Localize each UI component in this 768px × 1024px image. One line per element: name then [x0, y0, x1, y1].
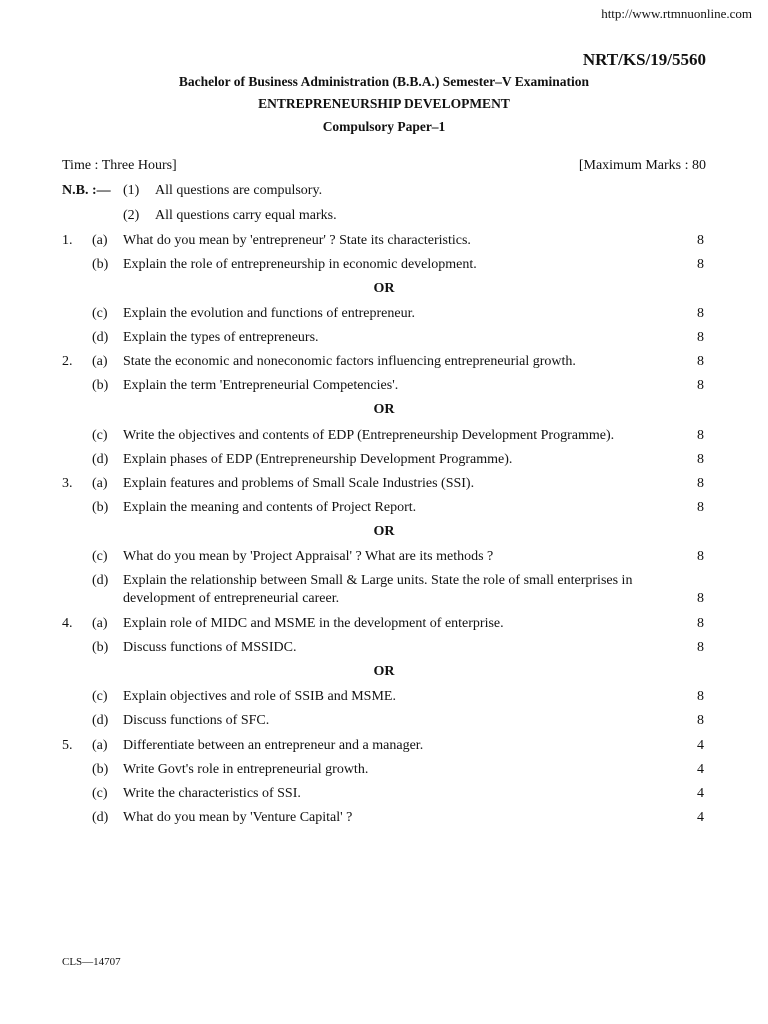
subject-title: ENTREPRENEURSHIP DEVELOPMENT — [258, 96, 510, 111]
question-text: Discuss functions of MSSIDC. — [123, 640, 297, 655]
question-marks: 8 — [697, 428, 704, 443]
sub-label: (d) — [92, 330, 109, 345]
question-text: Explain features and problems of Small Scale Industries (SSI). — [123, 476, 475, 491]
question-marks: 8 — [697, 689, 704, 704]
sub-label: (c) — [92, 428, 108, 443]
question-marks: 4 — [697, 810, 704, 825]
question-text: Explain the relationship between Small & Large units. State the role of small enterprises in — [123, 573, 633, 588]
question-text: Write the characteristics of SSI. — [123, 786, 301, 801]
question-text-continued: development of entrepreneurial career. — [123, 591, 340, 606]
paper-code: NRT/KS/19/5560 — [582, 50, 706, 69]
maximum-marks: [Maximum Marks : 80 — [578, 158, 706, 173]
question-marks: 8 — [697, 257, 704, 272]
sub-label: (a) — [92, 616, 108, 631]
question-marks: 8 — [697, 591, 704, 606]
exam-title: Bachelor of Business Administration (B.B.A.) Semester–V Examination — [178, 74, 590, 89]
sub-label: (a) — [92, 738, 108, 753]
or-separator: OR — [373, 524, 395, 539]
note-text: All questions are compulsory. — [155, 183, 323, 198]
sub-label: (c) — [92, 689, 108, 704]
question-text: Write the objectives and contents of EDP (Entrepreneurship Development Programme). — [123, 428, 615, 443]
or-separator: OR — [373, 402, 395, 417]
question-marks: 8 — [697, 233, 704, 248]
or-separator: OR — [373, 281, 395, 296]
question-number: 1. — [62, 233, 73, 248]
question-number: 2. — [62, 354, 73, 369]
question-text: Explain the types of entrepreneurs. — [123, 330, 319, 345]
sub-label: (b) — [92, 257, 109, 272]
sub-label: (d) — [92, 713, 109, 728]
question-text: Explain the meaning and contents of Project Report. — [123, 500, 417, 515]
question-marks: 8 — [697, 306, 704, 321]
sub-label: (a) — [92, 476, 108, 491]
note-index: (1) — [123, 183, 140, 198]
question-text: Explain role of MIDC and MSME in the development of enterprise. — [123, 616, 504, 631]
question-text: Explain phases of EDP (Entrepreneurship Development Programme). — [123, 452, 513, 467]
question-text: What do you mean by 'entrepreneur' ? State its characteristics. — [123, 233, 471, 248]
sub-label: (b) — [92, 378, 109, 393]
sub-label: (c) — [92, 549, 108, 564]
sub-label: (b) — [92, 762, 109, 777]
sub-label: (b) — [92, 500, 109, 515]
sub-label: (d) — [92, 810, 109, 825]
question-text: State the economic and noneconomic factors influencing entrepreneurial growth. — [123, 354, 576, 369]
sub-label: (d) — [92, 452, 109, 467]
question-marks: 8 — [697, 452, 704, 467]
time-allowed: Time : Three Hours] — [62, 158, 177, 173]
question-marks: 4 — [697, 786, 704, 801]
question-text: Explain the term 'Entrepreneurial Competencies'. — [123, 378, 399, 393]
note-index: (2) — [123, 208, 140, 223]
note-text: All questions carry equal marks. — [155, 208, 337, 223]
source-url: http://www.rtmnuonline.com — [601, 6, 752, 21]
question-text: Explain objectives and role of SSIB and MSME. — [123, 689, 396, 704]
nb-label: N.B. :— — [62, 183, 111, 198]
sub-label: (a) — [92, 233, 108, 248]
question-text: Explain the role of entrepreneurship in economic development. — [123, 257, 477, 272]
question-number: 3. — [62, 476, 73, 491]
sub-label: (b) — [92, 640, 109, 655]
question-text: What do you mean by 'Project Appraisal' ? What are its methods ? — [123, 549, 494, 564]
question-marks: 4 — [697, 738, 704, 753]
question-number: 5. — [62, 738, 73, 753]
question-text: What do you mean by 'Venture Capital' ? — [123, 810, 353, 825]
question-number: 4. — [62, 616, 73, 631]
question-marks: 8 — [697, 378, 704, 393]
sub-label: (a) — [92, 354, 108, 369]
question-marks: 8 — [697, 500, 704, 515]
question-marks: 8 — [697, 354, 704, 369]
question-marks: 8 — [697, 713, 704, 728]
sub-label: (d) — [92, 573, 109, 588]
or-separator: OR — [373, 664, 395, 679]
question-marks: 8 — [697, 616, 704, 631]
paper-title: Compulsory Paper–1 — [322, 119, 446, 134]
question-text: Discuss functions of SFC. — [123, 713, 270, 728]
question-text: Differentiate between an entrepreneur and a manager. — [123, 738, 424, 753]
question-marks: 8 — [697, 476, 704, 491]
sub-label: (c) — [92, 306, 108, 321]
question-marks: 4 — [697, 762, 704, 777]
question-marks: 8 — [697, 640, 704, 655]
question-text: Write Govt's role in entrepreneurial growth. — [123, 762, 369, 777]
footer-code: CLS—14707 — [62, 956, 121, 968]
sub-label: (c) — [92, 786, 108, 801]
question-marks: 8 — [697, 330, 704, 345]
question-text: Explain the evolution and functions of entrepreneur. — [123, 306, 415, 321]
question-marks: 8 — [697, 549, 704, 564]
